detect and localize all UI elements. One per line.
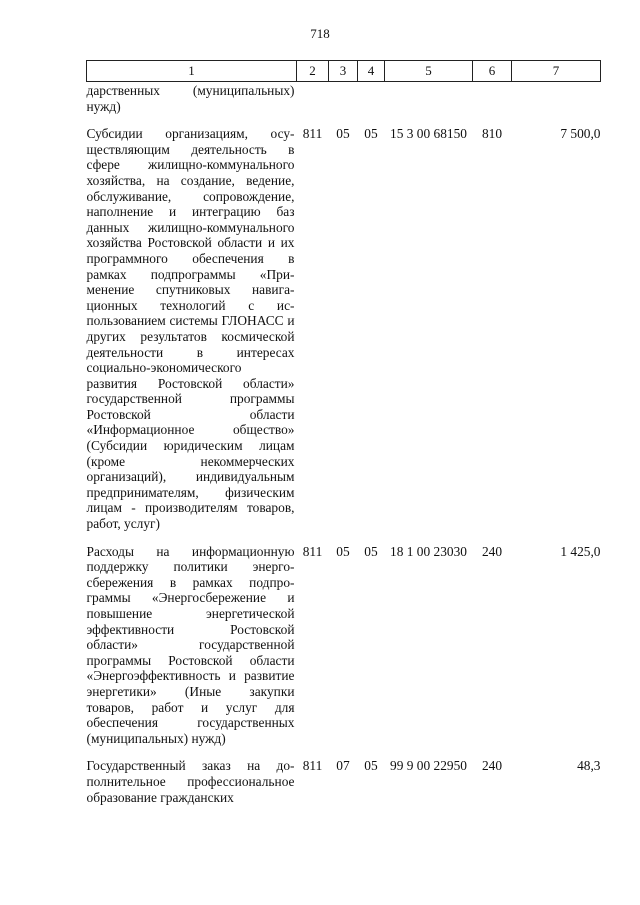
row-subsection: 05	[364, 126, 378, 142]
header-col-3: 3	[329, 61, 358, 82]
row-section	[329, 82, 358, 115]
row-description: Расходы на информационную поддержку политики энергосбережения в рамках подпрограммы «Энергосбережение и повышение энергетической эффективности Ростовской области» государственной программы Ростовской области «Энергоэффективность и развитие энергетики» (Иные закупки товаров, работ и услуг для обеспечения государственных (муниципальных) нужд)	[86, 543, 295, 746]
table-row	[87, 532, 601, 747]
row-target	[385, 82, 473, 115]
table-row	[87, 114, 601, 531]
page-number: 718	[310, 26, 330, 41]
row-section: 07	[336, 758, 350, 774]
row-expense-type	[473, 82, 512, 115]
row-target: 99 9 00 22950	[390, 758, 467, 774]
row-code: 811	[302, 126, 323, 142]
row-description: дарственных (муниципальных) нужд)	[86, 83, 295, 114]
table-body	[87, 82, 601, 806]
row-section: 05	[336, 543, 350, 559]
header-col-7: 7	[512, 61, 601, 82]
row-subsection: 05	[364, 758, 378, 774]
row-target: 18 1 00 23030	[390, 543, 467, 559]
row-expense-type: 240	[481, 543, 503, 559]
row-expense-type: 240	[481, 758, 503, 774]
budget-table	[86, 60, 601, 805]
row-section: 05	[336, 126, 350, 142]
row-subsection	[358, 82, 385, 115]
row-description: Государственный заказ на дополнительное профессиональное образование гражданских	[86, 758, 295, 805]
row-code	[297, 82, 329, 115]
header-col-5: 5	[385, 61, 473, 82]
row-target: 15 3 00 68150	[390, 126, 467, 142]
row-amount	[512, 82, 601, 115]
header-col-2: 2	[297, 61, 329, 82]
row-subsection: 05	[364, 543, 378, 559]
table-header	[87, 61, 601, 82]
header-col-1: 1	[87, 61, 297, 82]
row-expense-type: 810	[481, 126, 503, 142]
header-col-4: 4	[358, 61, 385, 82]
row-description: Субсидии организациям, осуществляющим деятельность в сфере жилищно-коммунального хозяйства, на создание, ведение, обслуживание, сопровождение, наполнение и интеграцию баз данных жилищно-коммунального хозяйства Ростовской области и их программного обеспечения в рамках подпрограммы «Применение спутниковых навигационных технологий с использованием системы ГЛОНАСС и других результатов космической деятельности в интересах социально-экономического развития Ростовской области» государственной программы Ростовской области «Информационное общество» (Субсидии юридическим лицам (кроме некоммерческих организаций), индивидуальным предпринимателям, физическим лицам - производителям товаров, работ, услуг)	[86, 126, 295, 532]
row-amount: 7 500,0	[560, 126, 601, 142]
header-col-6: 6	[473, 61, 512, 82]
row-code: 811	[302, 758, 323, 774]
row-amount: 1 425,0	[560, 543, 601, 559]
header-row	[87, 61, 601, 82]
row-amount: 48,3	[577, 758, 601, 774]
table-row	[87, 746, 601, 805]
row-code: 811	[302, 543, 323, 559]
table-row	[87, 82, 601, 115]
